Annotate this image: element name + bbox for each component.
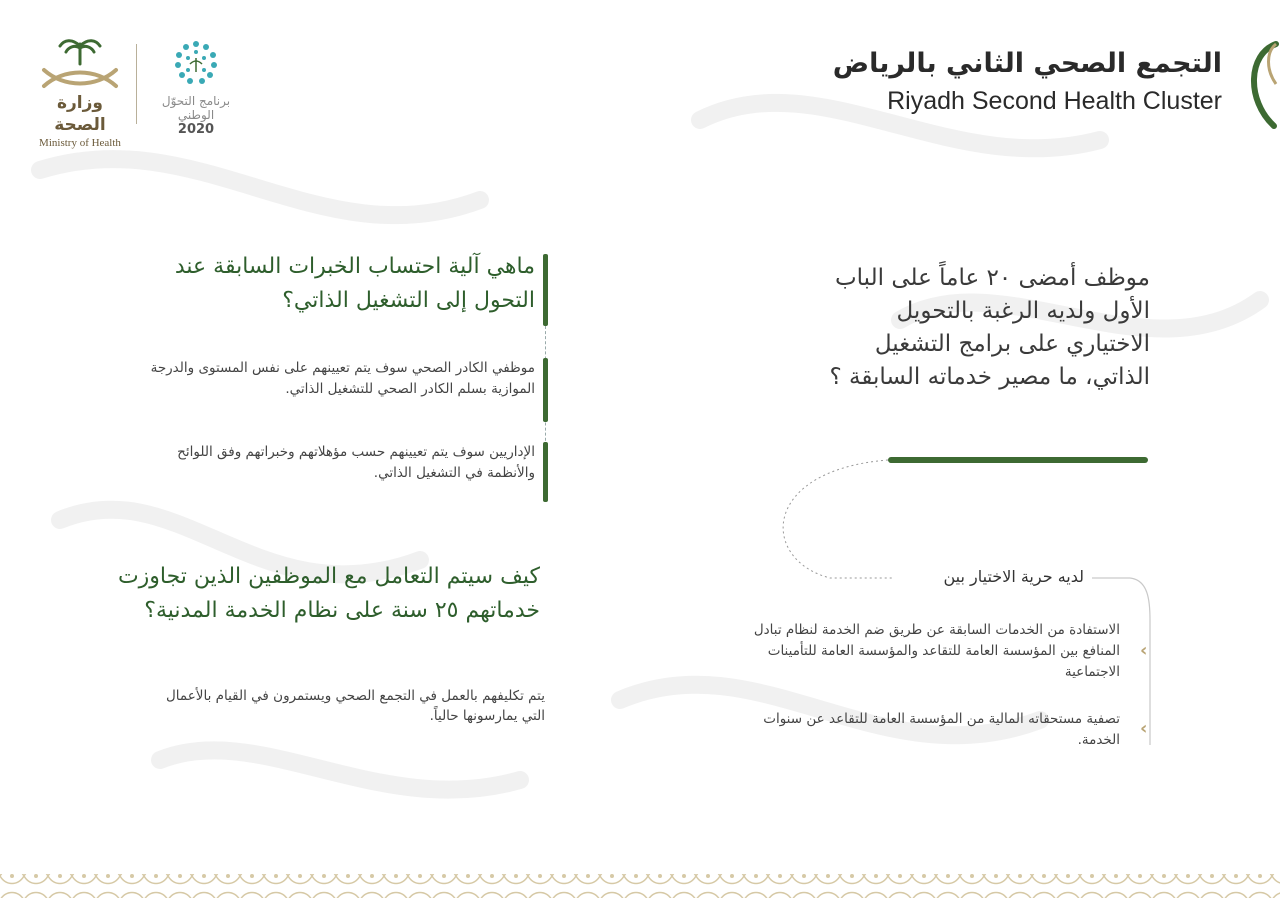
cluster-title-en: Riyadh Second Health Cluster [887,87,1222,115]
green-vertical-bar [543,358,548,422]
footer-ornament [0,864,1280,904]
vision-year: 2020 [177,122,215,137]
choice-title: لديه حرية الاختيار بين [943,567,1084,586]
question-experience: ماهي آلية احتساب الخبرات السابقة عند التحول إلى التشغيل الذاتي؟ [174,254,535,313]
answer-health-staff: موظفي الكادر الصحي سوف يتم تعيينهم على نفس المستوى والدرجة الموازية بسلم الكادر الصحي للتشغيل الذاتي. [150,360,535,397]
green-vertical-bar [543,254,548,326]
vision-2030-flower-logo [166,36,226,92]
answer-25-years: يتم تكليفهم بالعمل في التجمع الصحي ويستمرون في القيام بالأعمال التي يمارسونها حالياً. [165,688,545,724]
moh-name-en: Ministry of Health [39,137,121,149]
option-item: الاستفادة من الخدمات السابقة عن طريق ضم الخدمة لنظام تبادل المنافع بين المؤسسة العامة للتقاعد والمؤسسة العامة للتأمينات الاجتماعية [753,622,1120,680]
moh-name-ar: وزارة الصحة [54,93,106,135]
question-20-years: موظف أمضى ٢٠ عاماً على الباب الأول ولديه الرغبة بالتحويل الاختياري على برامج التشغيل الذاتي، ما مصير خدماته السابقة ؟ [829,265,1150,390]
answer-admin-staff: الإداريين سوف يتم تعيينهم حسب مؤهلاتهم وخبراتهم وفق اللوائح والأنظمة في التشغيل الذاتي. [177,444,535,481]
vision-name-ar: برنامج التحوّل الوطني [161,94,231,122]
logo-divider [136,44,137,124]
option-item: تصفية مستحقاته المالية من المؤسسة العامة للتقاعد عن سنوات الخدمة. [763,711,1120,748]
question-25-years: كيف سيتم التعامل مع الموظفين الذين تجاوزت خدماتهم ٢٥ سنة على نظام الخدمة المدنية؟ [117,564,540,623]
chevron-left-icon: ‹ [1140,640,1148,661]
logos-group [28,36,258,149]
cluster-title-block [802,44,1222,118]
vision-text [146,94,246,138]
chevron-left-icon: ‹ [1140,718,1148,739]
cluster-logo-icon [1236,40,1280,130]
green-vertical-bar [543,442,548,502]
green-divider [888,457,1148,463]
cluster-title-ar: التجمع الصحي الثاني بالرياض [832,48,1222,79]
moh-text [30,92,130,150]
moh-palm-logo [30,36,130,92]
